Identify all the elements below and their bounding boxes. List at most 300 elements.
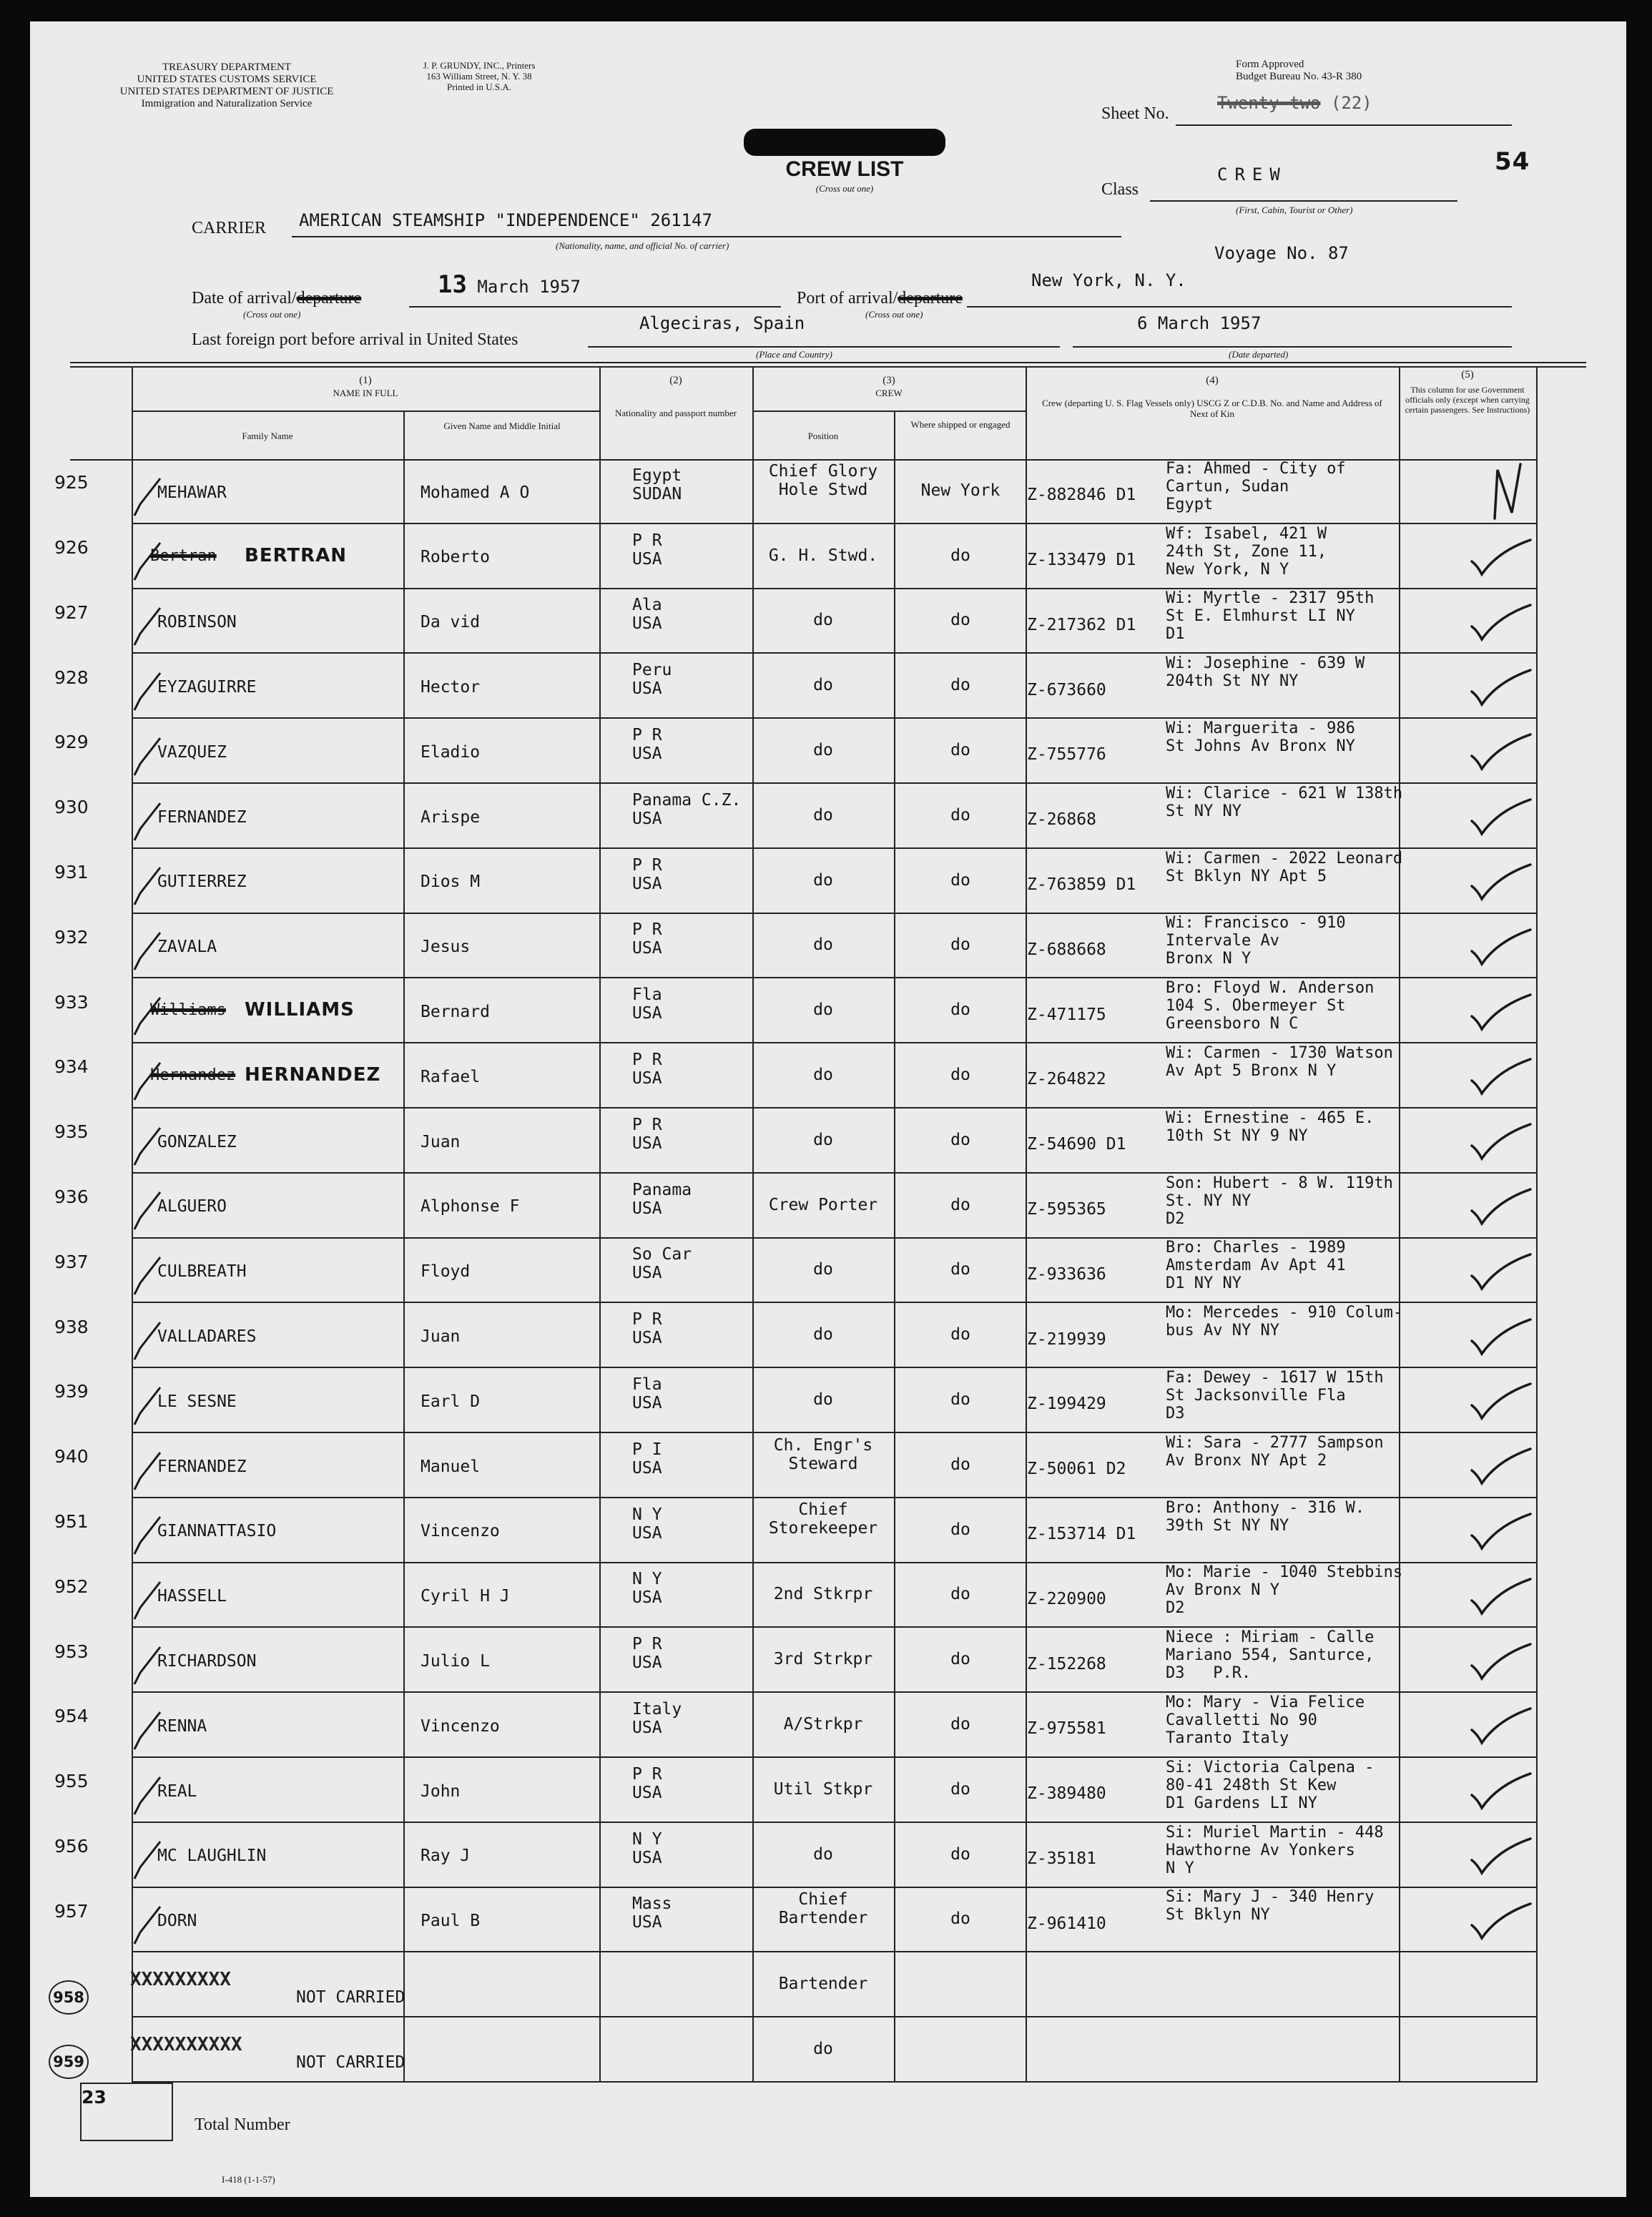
table-row [30, 459, 1626, 524]
row-number: 927 [54, 601, 89, 623]
family-name: EYZAGUIRRE [157, 677, 257, 697]
next-of-kin-line: bus Av NY NY [1166, 1322, 1279, 1340]
shipped-at: do [950, 935, 970, 955]
row-number: 935 [54, 1121, 89, 1143]
position: do [813, 1260, 833, 1279]
family-name: ROBINSON [157, 613, 237, 632]
family-name-struck: XXXXXXXXXX [130, 2033, 242, 2055]
family-name: ZAVALA [157, 938, 217, 957]
tick-mark-icon [130, 1644, 166, 1688]
date-arrival-label: Date of arrival/departure [192, 289, 362, 308]
nationality: P R [632, 726, 662, 745]
next-of-kin-line: Bro: Anthony - 316 W. [1166, 1498, 1365, 1517]
nationality: Panama C.Z. [632, 790, 742, 810]
position: do [813, 1130, 833, 1149]
family-name: RICHARDSON [157, 1651, 257, 1671]
given-name: Dios M [421, 872, 481, 892]
shipped-at: do [950, 611, 970, 630]
row-number: 932 [54, 926, 89, 948]
tick-mark-icon [130, 1450, 166, 1494]
next-of-kin-line: N Y [1166, 1859, 1194, 1877]
nationality: P R [632, 855, 662, 875]
given-name: Hector [421, 677, 481, 697]
tick-mark-icon [130, 1189, 166, 1234]
table-row [30, 1498, 1626, 1563]
given-name: Alphonse F [421, 1197, 520, 1216]
table-row [30, 1693, 1626, 1758]
next-of-kin-line: St Bklyn NY Apt 5 [1166, 867, 1327, 885]
next-of-kin-line: 10th St NY 9 NY [1166, 1126, 1308, 1145]
carrier-label: CARRIER [192, 219, 267, 237]
agency-line-1: TREASURY DEPARTMENT [162, 62, 292, 73]
table-row [30, 524, 1626, 589]
nationality: P R [632, 1051, 662, 1070]
table-row [30, 654, 1626, 719]
nationality: P R [632, 1310, 662, 1329]
shipped-at: do [950, 1260, 970, 1279]
row-number: 951 [54, 1510, 89, 1532]
next-of-kin-line: Wi: Clarice - 621 W 138th [1166, 784, 1403, 802]
next-of-kin-line: Fa: Ahmed - City of [1166, 459, 1346, 478]
family-name: HASSELL [157, 1587, 227, 1606]
next-of-kin-line: Si: Mary J - 340 Henry [1166, 1888, 1375, 1907]
position: do [813, 805, 833, 825]
date-arrival-value: 13 March 1957 [438, 270, 581, 299]
tick-mark-icon [130, 800, 166, 845]
row-number: 934 [54, 1056, 89, 1078]
next-of-kin-line: Wi: Carmen - 2022 Leonard [1166, 849, 1403, 867]
table-row [30, 784, 1626, 849]
next-of-kin-line: Mo: Mercedes - 910 Colum- [1166, 1304, 1403, 1322]
nationality: Fla [632, 1375, 662, 1395]
next-of-kin-line: Wi: Josephine - 639 W [1166, 654, 1365, 673]
next-of-kin-line: Av Bronx N Y [1166, 1581, 1279, 1600]
next-of-kin-line: 39th St NY NY [1166, 1516, 1289, 1535]
position: do [813, 2039, 833, 2058]
checkmark-icon [1469, 992, 1533, 1035]
z-number: Z-673660 [1027, 680, 1106, 699]
nationality: Peru [632, 661, 672, 680]
shipped-at: do [950, 1650, 970, 1669]
next-of-kin-line: Amsterdam Av Apt 41 [1166, 1257, 1346, 1275]
tick-mark-icon [130, 930, 166, 974]
row-number: 937 [54, 1251, 89, 1272]
family-name: BERTRAN [245, 544, 348, 566]
given-name: Roberto [421, 548, 490, 567]
next-of-kin-line: Mo: Mary - Via Felice [1166, 1694, 1365, 1711]
given-name: Eladio [421, 742, 481, 762]
next-of-kin-line: Greensboro N C [1166, 1015, 1299, 1033]
next-of-kin-line: St Bklyn NY [1166, 1906, 1270, 1924]
position: do [813, 1390, 833, 1409]
next-of-kin-line: Wi: Ernestine - 465 E. [1166, 1108, 1375, 1127]
checkmark-icon [1469, 1771, 1533, 1814]
nationality: P I [632, 1440, 662, 1459]
next-of-kin-line: St Johns Av Bronx NY [1166, 737, 1355, 755]
z-number: Z-50061 D2 [1027, 1460, 1126, 1479]
port-arrival-label: Port of arrival/departure [797, 289, 963, 308]
given-name: Rafael [421, 1067, 481, 1086]
family-name: ALGUERO [157, 1197, 227, 1216]
next-of-kin-line: Wi: Carmen - 1730 Watson [1166, 1044, 1393, 1062]
next-of-kin-line: Wf: Isabel, 421 W [1166, 524, 1327, 543]
row-number: 929 [54, 732, 89, 753]
carrier-value: AMERICAN STEAMSHIP "INDEPENDENCE" 261147 [299, 210, 712, 230]
next-of-kin-line: Mo: Marie - 1040 Stebbins [1166, 1563, 1403, 1582]
departed-hint: (Date departed) [1229, 349, 1289, 360]
date-departed-value: 6 March 1957 [1137, 313, 1262, 333]
nationality: USA [632, 1199, 662, 1218]
agency-line-4: Immigration and Naturalization Service [141, 98, 313, 109]
tick-mark-icon [130, 540, 166, 584]
nationality: USA [632, 1264, 662, 1283]
col-1-header: (1) NAME IN FULL [333, 375, 398, 398]
agency-line-3: UNITED STATES DEPARTMENT OF JUSTICE [119, 86, 334, 97]
checkmark-icon [1469, 1186, 1533, 1229]
nationality: USA [632, 1653, 662, 1673]
position: G. H. Stwd. [768, 546, 878, 565]
printer-imprint: J. P. GRUNDY, INC., Printers 163 William Street, N. Y. 38 Printed in U.S.A. [423, 60, 536, 92]
row-number: 956 [54, 1835, 89, 1857]
position: do [813, 1001, 833, 1020]
nationality: USA [632, 1523, 662, 1543]
checkmark-icon [1469, 1576, 1533, 1619]
port-arrival-value: New York, N. Y. [1031, 270, 1186, 290]
given-name: Manuel [421, 1457, 481, 1476]
voyage-number: Voyage No. 87 [1214, 243, 1349, 263]
row-number: 939 [54, 1381, 89, 1402]
nationality: USA [632, 1134, 662, 1153]
table-row [30, 1563, 1626, 1628]
z-number: Z-975581 [1027, 1719, 1106, 1739]
shipped-at: do [950, 870, 970, 890]
row-number: 955 [54, 1771, 89, 1792]
sheet-no-value: Twenty-two (22) [1217, 93, 1372, 113]
next-of-kin-line: 104 S. Obermeyer St [1166, 997, 1346, 1016]
nationality: So Car [632, 1245, 692, 1264]
table-row [30, 719, 1626, 784]
z-number: Z-755776 [1027, 745, 1106, 765]
nationality: USA [632, 939, 662, 958]
class-value: CREW [1217, 164, 1287, 185]
total-number-value: 23 [82, 2087, 107, 2108]
position: Steward [788, 1454, 858, 1473]
row-number: 928 [54, 667, 89, 688]
shipped-at: do [950, 1001, 970, 1020]
nationality: Fla [632, 985, 662, 1005]
next-of-kin-line: Niece : Miriam - Calle [1166, 1628, 1375, 1647]
table-row [30, 1174, 1626, 1239]
table-row [30, 1108, 1626, 1174]
next-of-kin-line: D2 [1166, 1209, 1185, 1228]
next-of-kin-line: 24th St, Zone 11, [1166, 542, 1327, 561]
given-name: Ray J [421, 1847, 471, 1866]
family-name: REAL [157, 1781, 197, 1801]
tick-mark-icon [130, 476, 166, 520]
next-of-kin-line: Wi: Francisco - 910 [1166, 914, 1346, 933]
family-name: NOT CARRIED [296, 2053, 405, 2073]
position: 3rd Strkpr [773, 1650, 873, 1669]
checkmark-icon [1469, 862, 1533, 905]
next-of-kin-header: Crew (departing U. S. Flag Vessels only) USCG Z or C.D.B. No. and Name and Address of Next of Kin [1042, 398, 1382, 419]
nationality: Ala [632, 596, 662, 615]
family-name-header: Family Name [242, 431, 293, 441]
nationality: P R [632, 1115, 662, 1134]
family-name-struck: XXXXXXXXX [130, 1969, 231, 1991]
shipped-at: do [950, 1585, 970, 1604]
position: do [813, 676, 833, 695]
nationality: N Y [632, 1829, 662, 1849]
nationality: USA [632, 1069, 662, 1088]
table-row [30, 1888, 1626, 1953]
table-row [30, 589, 1626, 654]
checkmark-icon [1469, 1706, 1533, 1749]
z-number: Z-219939 [1027, 1329, 1106, 1349]
next-of-kin-line: 204th St NY NY [1166, 672, 1299, 691]
tick-mark-icon [130, 865, 166, 909]
position: do [813, 1844, 833, 1864]
shipped-at: do [950, 1325, 970, 1345]
next-of-kin-line: Wi: Myrtle - 2317 95th [1166, 589, 1375, 608]
col-3-header: (3) CREW [875, 375, 903, 398]
form-number: I-418 (1-1-57) [222, 2174, 275, 2185]
nationality: USA [632, 679, 662, 699]
table-row [30, 1628, 1626, 1693]
position: Chief [798, 1500, 848, 1520]
nationality: USA [632, 874, 662, 893]
checkmark-icon [1469, 667, 1533, 710]
tick-mark-icon [130, 1774, 166, 1819]
given-name-header: Given Name and Middle Initial [443, 421, 561, 431]
given-name: Da vid [421, 613, 481, 632]
given-name: Julio L [421, 1651, 490, 1671]
z-number: Z-688668 [1027, 940, 1106, 959]
next-of-kin-line: St NY NY [1166, 802, 1242, 820]
position: do [813, 1325, 833, 1345]
shipped-at: do [950, 546, 970, 565]
family-name: RENNA [157, 1716, 207, 1736]
nationality: USA [632, 1848, 662, 1867]
tick-mark-icon [130, 605, 166, 649]
last-port-label: Last foreign port before arrival in United States [192, 330, 518, 349]
shipped-at: New York [920, 481, 1000, 500]
nationality: SUDAN [632, 484, 682, 503]
place-hint: (Place and Country) [756, 349, 832, 360]
table-row [30, 1758, 1626, 1823]
checkmark-icon [1469, 1511, 1533, 1554]
next-of-kin-line: Taranto Italy [1166, 1729, 1289, 1747]
z-number: Z-264822 [1027, 1070, 1106, 1089]
shipped-at: do [950, 1714, 970, 1734]
next-of-kin-line: Intervale Av [1166, 932, 1279, 950]
table-row [30, 2017, 1626, 2083]
next-of-kin-line: Wi: Marguerita - 986 [1166, 719, 1355, 737]
next-of-kin-line: Cavalletti No 90 [1166, 1711, 1317, 1729]
row-number: 933 [54, 991, 89, 1013]
checkmark-icon [1469, 1901, 1533, 1944]
shipped-at: do [950, 676, 970, 695]
next-of-kin-line: St Jacksonville Fla [1166, 1387, 1346, 1405]
checkmark-icon [1469, 602, 1533, 645]
next-of-kin-line: D3 P.R. [1166, 1664, 1252, 1683]
position: Chief Glory [768, 461, 878, 481]
next-of-kin-line: Son: Hubert - 8 W. 119th [1166, 1174, 1393, 1192]
table-row [30, 1368, 1626, 1433]
position: do [813, 611, 833, 630]
next-of-kin-line: St. NY NY [1166, 1191, 1252, 1210]
checkmark-icon [1469, 732, 1533, 775]
row-number: 936 [54, 1186, 89, 1207]
table-row [30, 978, 1626, 1043]
tick-mark-icon [130, 1254, 166, 1299]
row-number: 930 [54, 797, 89, 818]
nationality: USA [632, 809, 662, 828]
position: do [813, 870, 833, 890]
next-of-kin-line: Bro: Floyd W. Anderson [1166, 979, 1375, 998]
z-number: Z-199429 [1027, 1395, 1106, 1414]
position: do [813, 935, 833, 955]
nationality: USA [632, 1719, 662, 1738]
position: Ch. Engr's [773, 1435, 873, 1455]
row-number: 958 [49, 1980, 89, 2015]
checkmark-icon [1469, 1056, 1533, 1099]
position: do [813, 1065, 833, 1084]
checkmark-icon [1469, 1446, 1533, 1489]
next-of-kin-line: Av Apt 5 Bronx N Y [1166, 1062, 1337, 1080]
z-number: Z-152268 [1027, 1654, 1106, 1673]
given-name: Vincenzo [421, 1522, 500, 1541]
shipped-at: do [950, 1390, 970, 1409]
nationality: USA [632, 614, 662, 634]
given-name: John [421, 1781, 461, 1801]
next-of-kin-line: St E. Elmhurst LI NY [1166, 607, 1355, 626]
checkmark-icon [1469, 537, 1533, 580]
next-of-kin-line: 80-41 248th St Kew [1166, 1776, 1337, 1794]
class-hint: (First, Cabin, Tourist or Other) [1236, 205, 1353, 215]
nationality: N Y [632, 1505, 662, 1524]
family-name: FERNANDEZ [157, 1457, 247, 1476]
next-of-kin-line: D1 NY NY [1166, 1274, 1242, 1293]
z-number: Z-35181 [1027, 1849, 1096, 1868]
next-of-kin-line: D1 [1166, 625, 1185, 644]
tick-mark-icon [130, 1839, 166, 1883]
given-name: Juan [421, 1327, 461, 1346]
family-name: FERNANDEZ [157, 807, 247, 827]
next-of-kin-line: Wi: Sara - 2777 Sampson [1166, 1433, 1384, 1452]
given-name: Paul B [421, 1912, 481, 1931]
nationality: USA [632, 1913, 662, 1932]
family-name: MEHAWAR [157, 483, 227, 502]
row-number: 952 [54, 1576, 89, 1597]
tick-mark-icon [130, 670, 166, 714]
table-row [30, 1433, 1626, 1498]
nationality: USA [632, 549, 662, 569]
next-of-kin-line: D3 [1166, 1405, 1185, 1422]
col-5-header: (5) [1461, 369, 1474, 380]
family-name: WILLIAMS [245, 999, 355, 1021]
sheet-no-label: Sheet No. [1101, 104, 1169, 123]
government-column-header: This column for use Government officials only (except when carrying certain passengers. See Instructions) [1405, 385, 1530, 415]
tick-mark-icon [130, 1904, 166, 1948]
tick-mark-icon [130, 735, 166, 780]
given-name: Mohamed A O [421, 483, 530, 502]
last-port-value: Algeciras, Spain [639, 313, 805, 333]
row-number: 940 [54, 1446, 89, 1468]
next-of-kin-line: Egypt [1166, 495, 1214, 513]
shipped-at: do [950, 1909, 970, 1929]
date-hint: (Cross out one) [243, 309, 301, 320]
table-row [30, 1823, 1626, 1888]
row-number: 925 [54, 472, 89, 493]
position: Hole Stwd [778, 480, 868, 499]
shipped-at: do [950, 1065, 970, 1084]
family-name: VAZQUEZ [157, 742, 227, 762]
crew-table-body [30, 21, 1626, 2197]
checkmark-icon [1469, 1381, 1533, 1424]
next-of-kin-line: Hawthorne Av Yonkers [1166, 1841, 1355, 1859]
table-row [30, 1043, 1626, 1108]
tick-mark-icon [130, 1319, 166, 1364]
position: Bartender [778, 1909, 868, 1928]
tick-mark-icon [130, 1514, 166, 1558]
col-4-header: (4) [1206, 375, 1219, 386]
position: A/Strkpr [783, 1714, 863, 1734]
tick-mark-icon [130, 1579, 166, 1623]
shipped-at: do [950, 740, 970, 760]
n-mark-icon [1489, 463, 1525, 520]
nationality: USA [632, 1588, 662, 1608]
checkmark-icon [1469, 1121, 1533, 1164]
position: Bartender [778, 1975, 868, 1994]
nationality: USA [632, 1394, 662, 1413]
given-name: Arispe [421, 807, 481, 827]
checkmark-icon [1469, 1641, 1533, 1684]
family-name: DORN [157, 1912, 197, 1931]
z-number: Z-763859 D1 [1027, 875, 1136, 894]
position: Util Stkpr [773, 1779, 873, 1799]
shipped-at: do [950, 1779, 970, 1799]
family-name-struck: Williams [150, 1001, 226, 1020]
z-number: Z-961410 [1027, 1914, 1106, 1933]
table-row [30, 914, 1626, 979]
crew-list-document [30, 21, 1626, 2197]
table-row [30, 849, 1626, 914]
z-number: Z-54690 D1 [1027, 1135, 1126, 1154]
checkmark-icon [1469, 927, 1533, 970]
position: Storekeeper [768, 1519, 878, 1538]
given-name: Bernard [421, 1002, 490, 1021]
family-name: GUTIERREZ [157, 872, 247, 892]
nationality: Egypt [632, 466, 682, 485]
given-name: Cyril H J [421, 1587, 510, 1606]
next-of-kin-line: D2 [1166, 1599, 1185, 1618]
nationality: P R [632, 1635, 662, 1654]
z-number: Z-933636 [1027, 1264, 1106, 1284]
shipped-at: do [950, 805, 970, 825]
next-of-kin-line: D1 Gardens LI NY [1166, 1794, 1317, 1812]
shipped-at: do [950, 1520, 970, 1539]
family-name-struck: Bertran [150, 546, 217, 565]
family-name: CULBREATH [157, 1262, 247, 1282]
z-number: Z-389480 [1027, 1784, 1106, 1804]
row-number: 931 [54, 861, 89, 883]
next-of-kin-line: Mariano 554, Santurce, [1166, 1646, 1375, 1665]
nationality: P R [632, 1764, 662, 1784]
shipped-at: do [950, 1195, 970, 1214]
nationality: USA [632, 744, 662, 764]
family-name: MC LAUGHLIN [157, 1847, 267, 1866]
position-header: Position [807, 431, 839, 441]
